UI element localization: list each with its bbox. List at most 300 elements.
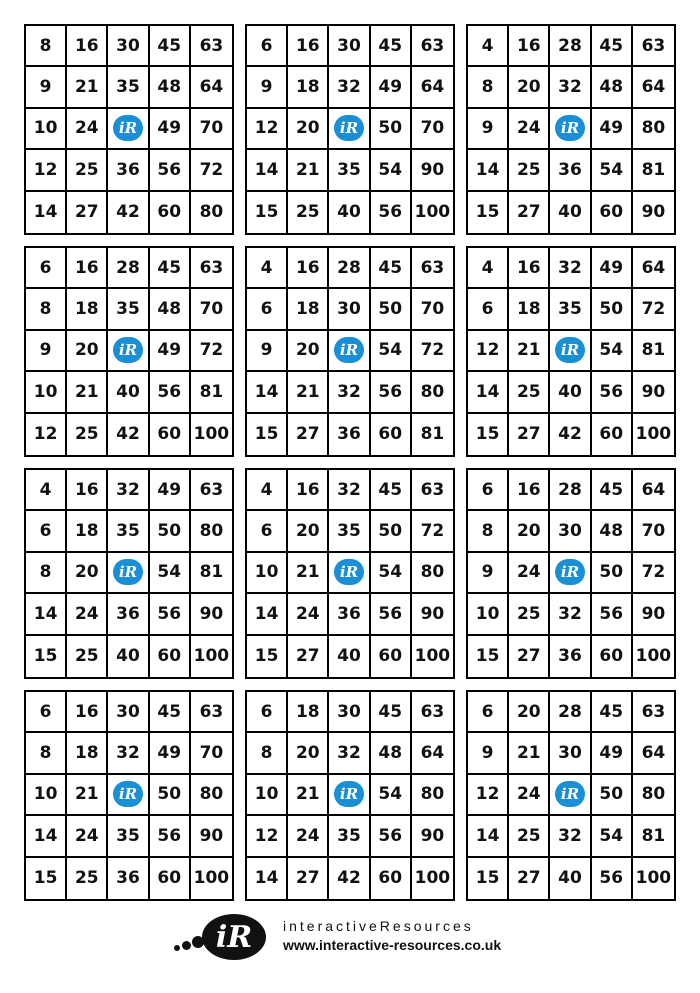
bingo-number-cell: 36: [550, 636, 591, 677]
bingo-number-cell: 45: [371, 248, 412, 289]
bingo-number-cell: 56: [150, 816, 191, 857]
brand-name: interactiveResources: [283, 918, 474, 934]
bingo-number-cell: 24: [509, 553, 550, 594]
bingo-number-cell: 45: [592, 692, 633, 733]
bingo-number-cell: 21: [509, 331, 550, 372]
bingo-number-cell: 42: [108, 414, 149, 455]
bingo-number-cell: 80: [191, 511, 232, 552]
bingo-number-cell: 9: [26, 67, 67, 108]
bingo-number-cell: 72: [412, 331, 453, 372]
bingo-number-cell: 63: [191, 692, 232, 733]
bingo-number-cell: 48: [592, 67, 633, 108]
bingo-number-cell: 60: [371, 636, 412, 677]
bingo-number-cell: 14: [26, 594, 67, 635]
bingo-card: [24, 24, 234, 235]
ir-logo-icon: iR: [202, 914, 266, 960]
bingo-number-cell: 45: [150, 692, 191, 733]
bingo-number-cell: 24: [509, 109, 550, 150]
bingo-number-cell: 20: [288, 109, 329, 150]
bingo-number-cell: 20: [288, 511, 329, 552]
bingo-number-cell: 16: [67, 692, 108, 733]
bingo-number-cell: 16: [67, 470, 108, 511]
bingo-number-cell: 25: [67, 414, 108, 455]
bingo-card: [245, 468, 455, 679]
bingo-number-cell: 15: [26, 858, 67, 899]
bingo-number-cell: 30: [108, 692, 149, 733]
bingo-number-cell: 56: [592, 858, 633, 899]
bingo-card: [466, 246, 676, 457]
bingo-number-cell: 80: [633, 775, 674, 816]
bingo-number-cell: 15: [468, 858, 509, 899]
bingo-number-cell: 49: [592, 109, 633, 150]
bingo-number-cell: 50: [592, 775, 633, 816]
bingo-number-cell: 27: [67, 192, 108, 233]
bingo-number-cell: 16: [67, 26, 108, 67]
bingo-number-cell: 60: [592, 192, 633, 233]
free-space-cell: [329, 775, 370, 816]
bingo-number-cell: 63: [191, 26, 232, 67]
bingo-number-cell: 21: [67, 372, 108, 413]
bingo-number-cell: 24: [288, 816, 329, 857]
bingo-number-cell: 6: [247, 289, 288, 330]
free-space-cell: [329, 553, 370, 594]
bingo-number-cell: 81: [633, 150, 674, 191]
bingo-number-cell: 54: [592, 150, 633, 191]
bingo-number-cell: 50: [371, 511, 412, 552]
bingo-number-cell: 50: [371, 289, 412, 330]
bingo-number-cell: 60: [150, 858, 191, 899]
bingo-number-cell: 54: [592, 331, 633, 372]
bingo-number-cell: 45: [371, 470, 412, 511]
bingo-number-cell: 90: [641, 202, 666, 223]
bingo-number-cell: 16: [509, 470, 550, 511]
bingo-number-cell: 21: [288, 372, 329, 413]
ir-logo-icon: iR: [334, 115, 364, 141]
bingo-number-cell: 45: [592, 26, 633, 67]
bingo-number-cell: 6: [247, 26, 288, 67]
bingo-number-cell: 20: [509, 67, 550, 108]
free-space-cell: [550, 331, 591, 372]
bingo-number-cell: 28: [550, 26, 591, 67]
bingo-number-cell: 6: [26, 692, 67, 733]
bingo-number-cell: 27: [288, 858, 329, 899]
bingo-number-cell: 15: [468, 636, 509, 677]
bingo-number-cell: 64: [633, 733, 674, 774]
bingo-number-cell: 100: [414, 202, 451, 223]
bingo-number-cell: 56: [150, 594, 191, 635]
bingo-number-cell: 18: [67, 511, 108, 552]
bingo-number-cell: 40: [550, 372, 591, 413]
bingo-number-cell: 27: [288, 414, 329, 455]
bingo-number-cell: 14: [247, 150, 288, 191]
bingo-number-cell: 49: [592, 248, 633, 289]
bingo-number-cell: 9: [26, 331, 67, 372]
bingo-number-cell: 56: [371, 594, 412, 635]
bingo-number-cell: 10: [26, 775, 67, 816]
bingo-number-cell: 8: [26, 289, 67, 330]
bingo-number-cell: 63: [633, 692, 674, 733]
footer-branding: [170, 912, 550, 962]
bingo-number-cell: 49: [150, 109, 191, 150]
bingo-number-cell: 60: [371, 858, 412, 899]
bingo-number-cell: 64: [191, 67, 232, 108]
bingo-number-cell: 70: [191, 109, 232, 150]
bingo-number-cell: 70: [412, 289, 453, 330]
bingo-number-cell: 32: [108, 733, 149, 774]
bingo-number-cell: 25: [509, 372, 550, 413]
bingo-number-cell: 49: [371, 67, 412, 108]
bingo-number-cell: 18: [288, 692, 329, 733]
bingo-number-cell: 40: [329, 636, 370, 677]
bingo-number-cell: 16: [67, 248, 108, 289]
bingo-number-cell: 90: [412, 816, 453, 857]
bingo-number-cell: 54: [371, 331, 412, 372]
bingo-number-cell: 32: [550, 594, 591, 635]
bingo-number-cell: 50: [150, 775, 191, 816]
bingo-number-cell: 35: [329, 150, 370, 191]
bingo-number-cell: 28: [329, 248, 370, 289]
free-space-cell: [108, 553, 149, 594]
bingo-number-cell: 54: [371, 150, 412, 191]
bingo-number-cell: 56: [371, 192, 412, 233]
brand-url: www.interactive-resources.co.uk: [283, 937, 502, 953]
bingo-number-cell: 16: [509, 26, 550, 67]
bingo-number-cell: 32: [108, 470, 149, 511]
bingo-number-cell: 81: [191, 553, 232, 594]
bingo-number-cell: 56: [150, 150, 191, 191]
bingo-number-cell: 4: [247, 470, 288, 511]
free-space-cell: [550, 775, 591, 816]
bingo-number-cell: 25: [288, 192, 329, 233]
bingo-number-cell: 28: [550, 692, 591, 733]
bingo-number-cell: 50: [371, 109, 412, 150]
bingo-number-cell: 9: [468, 109, 509, 150]
bingo-number-cell: 63: [412, 248, 453, 289]
bingo-number-cell: 54: [371, 553, 412, 594]
bingo-card: [24, 468, 234, 679]
bingo-number-cell: 25: [67, 858, 108, 899]
bingo-number-cell: 27: [509, 414, 550, 455]
bingo-number-cell: 14: [468, 816, 509, 857]
bingo-number-cell: 18: [288, 67, 329, 108]
bingo-number-cell: 6: [468, 470, 509, 511]
ir-logo-icon: iR: [113, 781, 143, 807]
bingo-number-cell: 60: [371, 414, 412, 455]
bingo-number-cell: 4: [247, 248, 288, 289]
bingo-number-cell: 9: [247, 331, 288, 372]
bingo-number-cell: 14: [468, 372, 509, 413]
bingo-number-cell: 36: [108, 150, 149, 191]
bingo-number-cell: 24: [509, 775, 550, 816]
bingo-number-cell: 100: [193, 424, 230, 445]
free-space-cell: [108, 775, 149, 816]
bingo-number-cell: 18: [67, 733, 108, 774]
bingo-number-cell: 100: [635, 424, 672, 445]
bingo-number-cell: 64: [633, 67, 674, 108]
bingo-number-cell: 100: [414, 868, 451, 889]
bingo-number-cell: 10: [26, 372, 67, 413]
free-space-cell: [550, 553, 591, 594]
bingo-number-cell: 27: [288, 636, 329, 677]
bingo-number-cell: 9: [468, 733, 509, 774]
bingo-number-cell: 16: [288, 26, 329, 67]
bingo-number-cell: 8: [468, 67, 509, 108]
bingo-number-cell: 30: [329, 692, 370, 733]
bingo-number-cell: 20: [509, 511, 550, 552]
bingo-number-cell: 32: [329, 67, 370, 108]
bingo-number-cell: 10: [247, 775, 288, 816]
bingo-number-cell: 4: [468, 26, 509, 67]
bingo-number-cell: 32: [550, 816, 591, 857]
bingo-number-cell: 32: [329, 733, 370, 774]
bingo-number-cell: 14: [247, 858, 288, 899]
bingo-number-cell: 90: [191, 594, 232, 635]
bingo-number-cell: 20: [288, 331, 329, 372]
bingo-number-cell: 9: [468, 553, 509, 594]
bingo-number-cell: 6: [468, 289, 509, 330]
bingo-number-cell: 81: [633, 816, 674, 857]
bingo-number-cell: 56: [371, 372, 412, 413]
ir-logo-icon: iR: [555, 781, 585, 807]
bingo-number-cell: 27: [509, 192, 550, 233]
bingo-number-cell: 25: [509, 594, 550, 635]
bingo-number-cell: 14: [26, 816, 67, 857]
bingo-number-cell: 64: [412, 67, 453, 108]
bingo-number-cell: 32: [550, 248, 591, 289]
bingo-number-cell: 12: [26, 414, 67, 455]
bingo-number-cell: 100: [193, 646, 230, 667]
bingo-number-cell: 45: [371, 26, 412, 67]
bingo-number-cell: 12: [468, 331, 509, 372]
bingo-number-cell: 8: [247, 733, 288, 774]
bingo-number-cell: 24: [67, 109, 108, 150]
bingo-number-cell: 56: [592, 594, 633, 635]
bingo-card-grid: [24, 24, 676, 901]
ir-logo-icon: iR: [334, 559, 364, 585]
ir-logo-icon: iR: [113, 115, 143, 141]
bingo-number-cell: 14: [247, 594, 288, 635]
bingo-number-cell: 50: [592, 289, 633, 330]
bingo-number-cell: 64: [633, 470, 674, 511]
bingo-number-cell: 24: [67, 816, 108, 857]
bingo-number-cell: 90: [633, 372, 674, 413]
bingo-number-cell: 25: [67, 150, 108, 191]
bingo-number-cell: 64: [633, 248, 674, 289]
bingo-number-cell: 80: [412, 372, 453, 413]
bingo-number-cell: 48: [150, 67, 191, 108]
bingo-number-cell: 48: [592, 511, 633, 552]
bingo-number-cell: 24: [288, 594, 329, 635]
bingo-card: [466, 468, 676, 679]
bingo-number-cell: 16: [288, 248, 329, 289]
bingo-number-cell: 21: [67, 67, 108, 108]
bingo-number-cell: 49: [150, 733, 191, 774]
bingo-number-cell: 100: [635, 646, 672, 667]
bingo-number-cell: 60: [150, 192, 191, 233]
ir-logo-icon: iR: [555, 337, 585, 363]
bingo-number-cell: 49: [592, 733, 633, 774]
bingo-number-cell: 63: [412, 470, 453, 511]
bingo-number-cell: 60: [150, 636, 191, 677]
bingo-number-cell: 48: [371, 733, 412, 774]
bingo-number-cell: 4: [26, 470, 67, 511]
bingo-number-cell: 6: [26, 248, 67, 289]
bingo-number-cell: 15: [468, 414, 509, 455]
bingo-number-cell: 70: [191, 289, 232, 330]
bingo-number-cell: 21: [67, 775, 108, 816]
bingo-number-cell: 28: [108, 248, 149, 289]
bingo-number-cell: 20: [67, 331, 108, 372]
bingo-number-cell: 18: [509, 289, 550, 330]
bingo-number-cell: 8: [26, 733, 67, 774]
bingo-number-cell: 40: [550, 192, 591, 233]
bingo-number-cell: 72: [633, 553, 674, 594]
bingo-number-cell: 50: [150, 511, 191, 552]
bingo-number-cell: 56: [150, 372, 191, 413]
bingo-number-cell: 60: [592, 636, 633, 677]
bingo-number-cell: 90: [412, 150, 453, 191]
bingo-number-cell: 36: [329, 414, 370, 455]
bingo-card: [245, 690, 455, 901]
bingo-number-cell: 80: [412, 775, 453, 816]
bingo-number-cell: 27: [509, 858, 550, 899]
bingo-number-cell: 10: [247, 553, 288, 594]
bingo-number-cell: 40: [108, 636, 149, 677]
bingo-number-cell: 30: [329, 26, 370, 67]
bingo-number-cell: 90: [633, 594, 674, 635]
bingo-number-cell: 24: [67, 594, 108, 635]
bingo-number-cell: 15: [247, 192, 288, 233]
bingo-number-cell: 27: [509, 636, 550, 677]
bingo-number-cell: 25: [509, 816, 550, 857]
bingo-number-cell: 42: [329, 858, 370, 899]
bingo-number-cell: 54: [371, 775, 412, 816]
bingo-number-cell: 6: [468, 692, 509, 733]
free-space-cell: [108, 109, 149, 150]
bingo-number-cell: 56: [371, 816, 412, 857]
bingo-number-cell: 32: [329, 372, 370, 413]
bingo-number-cell: 30: [329, 289, 370, 330]
ir-logo-icon: iR: [555, 559, 585, 585]
bingo-number-cell: 25: [67, 636, 108, 677]
bingo-number-cell: 30: [108, 26, 149, 67]
bingo-number-cell: 100: [414, 646, 451, 667]
bingo-number-cell: 48: [150, 289, 191, 330]
bingo-card: [245, 246, 455, 457]
bingo-number-cell: 35: [108, 816, 149, 857]
bingo-number-cell: 81: [191, 372, 232, 413]
bingo-number-cell: 12: [468, 775, 509, 816]
bingo-number-cell: 28: [550, 470, 591, 511]
bingo-card: [24, 246, 234, 457]
bingo-number-cell: 21: [288, 775, 329, 816]
bingo-number-cell: 15: [247, 636, 288, 677]
bingo-number-cell: 15: [247, 414, 288, 455]
bingo-number-cell: 21: [509, 733, 550, 774]
bingo-number-cell: 63: [412, 26, 453, 67]
bingo-number-cell: 45: [150, 248, 191, 289]
bingo-number-cell: 40: [108, 372, 149, 413]
bingo-number-cell: 12: [247, 816, 288, 857]
bingo-number-cell: 80: [633, 109, 674, 150]
bingo-number-cell: 18: [288, 289, 329, 330]
bingo-number-cell: 12: [26, 150, 67, 191]
free-space-cell: [108, 331, 149, 372]
logo-dot: [174, 945, 180, 951]
bingo-number-cell: 35: [108, 511, 149, 552]
bingo-number-cell: 32: [550, 67, 591, 108]
bingo-number-cell: 35: [329, 511, 370, 552]
bingo-number-cell: 16: [509, 248, 550, 289]
bingo-number-cell: 81: [633, 331, 674, 372]
bingo-number-cell: 64: [412, 733, 453, 774]
bingo-number-cell: 100: [635, 868, 672, 889]
bingo-number-cell: 9: [247, 67, 288, 108]
bingo-number-cell: 15: [26, 636, 67, 677]
bingo-number-cell: 4: [468, 248, 509, 289]
bingo-number-cell: 6: [247, 692, 288, 733]
bingo-number-cell: 15: [468, 192, 509, 233]
bingo-number-cell: 36: [329, 594, 370, 635]
bingo-number-cell: 42: [108, 192, 149, 233]
bingo-number-cell: 14: [247, 372, 288, 413]
bingo-number-cell: 80: [199, 202, 224, 223]
bingo-number-cell: 8: [468, 511, 509, 552]
bingo-number-cell: 20: [67, 553, 108, 594]
bingo-number-cell: 32: [329, 470, 370, 511]
bingo-number-cell: 60: [150, 414, 191, 455]
bingo-number-cell: 81: [420, 424, 445, 445]
bingo-number-cell: 56: [592, 372, 633, 413]
bingo-number-cell: 21: [288, 150, 329, 191]
bingo-card: [466, 24, 676, 235]
ir-logo-icon: iR: [334, 781, 364, 807]
bingo-number-cell: 70: [191, 733, 232, 774]
bingo-number-cell: 45: [150, 26, 191, 67]
bingo-number-cell: 45: [371, 692, 412, 733]
bingo-number-cell: 60: [592, 414, 633, 455]
bingo-number-cell: 8: [26, 26, 67, 67]
bingo-number-cell: 6: [247, 511, 288, 552]
bingo-number-cell: 20: [288, 733, 329, 774]
bingo-number-cell: 42: [550, 414, 591, 455]
bingo-number-cell: 49: [150, 331, 191, 372]
bingo-number-cell: 21: [288, 553, 329, 594]
bingo-number-cell: 14: [26, 192, 67, 233]
bingo-number-cell: 10: [26, 109, 67, 150]
bingo-number-cell: 16: [288, 470, 329, 511]
bingo-number-cell: 35: [108, 289, 149, 330]
bingo-number-cell: 30: [550, 511, 591, 552]
bingo-card: [24, 690, 234, 901]
bingo-number-cell: 50: [592, 553, 633, 594]
bingo-number-cell: 80: [191, 775, 232, 816]
bingo-number-cell: 10: [468, 594, 509, 635]
bingo-number-cell: 30: [550, 733, 591, 774]
bingo-card: [466, 690, 676, 901]
bingo-number-cell: 6: [26, 511, 67, 552]
bingo-number-cell: 12: [247, 109, 288, 150]
bingo-number-cell: 63: [412, 692, 453, 733]
bingo-number-cell: 90: [412, 594, 453, 635]
bingo-number-cell: 54: [150, 553, 191, 594]
bingo-number-cell: 70: [633, 511, 674, 552]
bingo-card: [245, 24, 455, 235]
bingo-number-cell: 20: [509, 692, 550, 733]
bingo-number-cell: 36: [550, 150, 591, 191]
ir-logo-icon: iR: [113, 337, 143, 363]
bingo-number-cell: 70: [412, 109, 453, 150]
